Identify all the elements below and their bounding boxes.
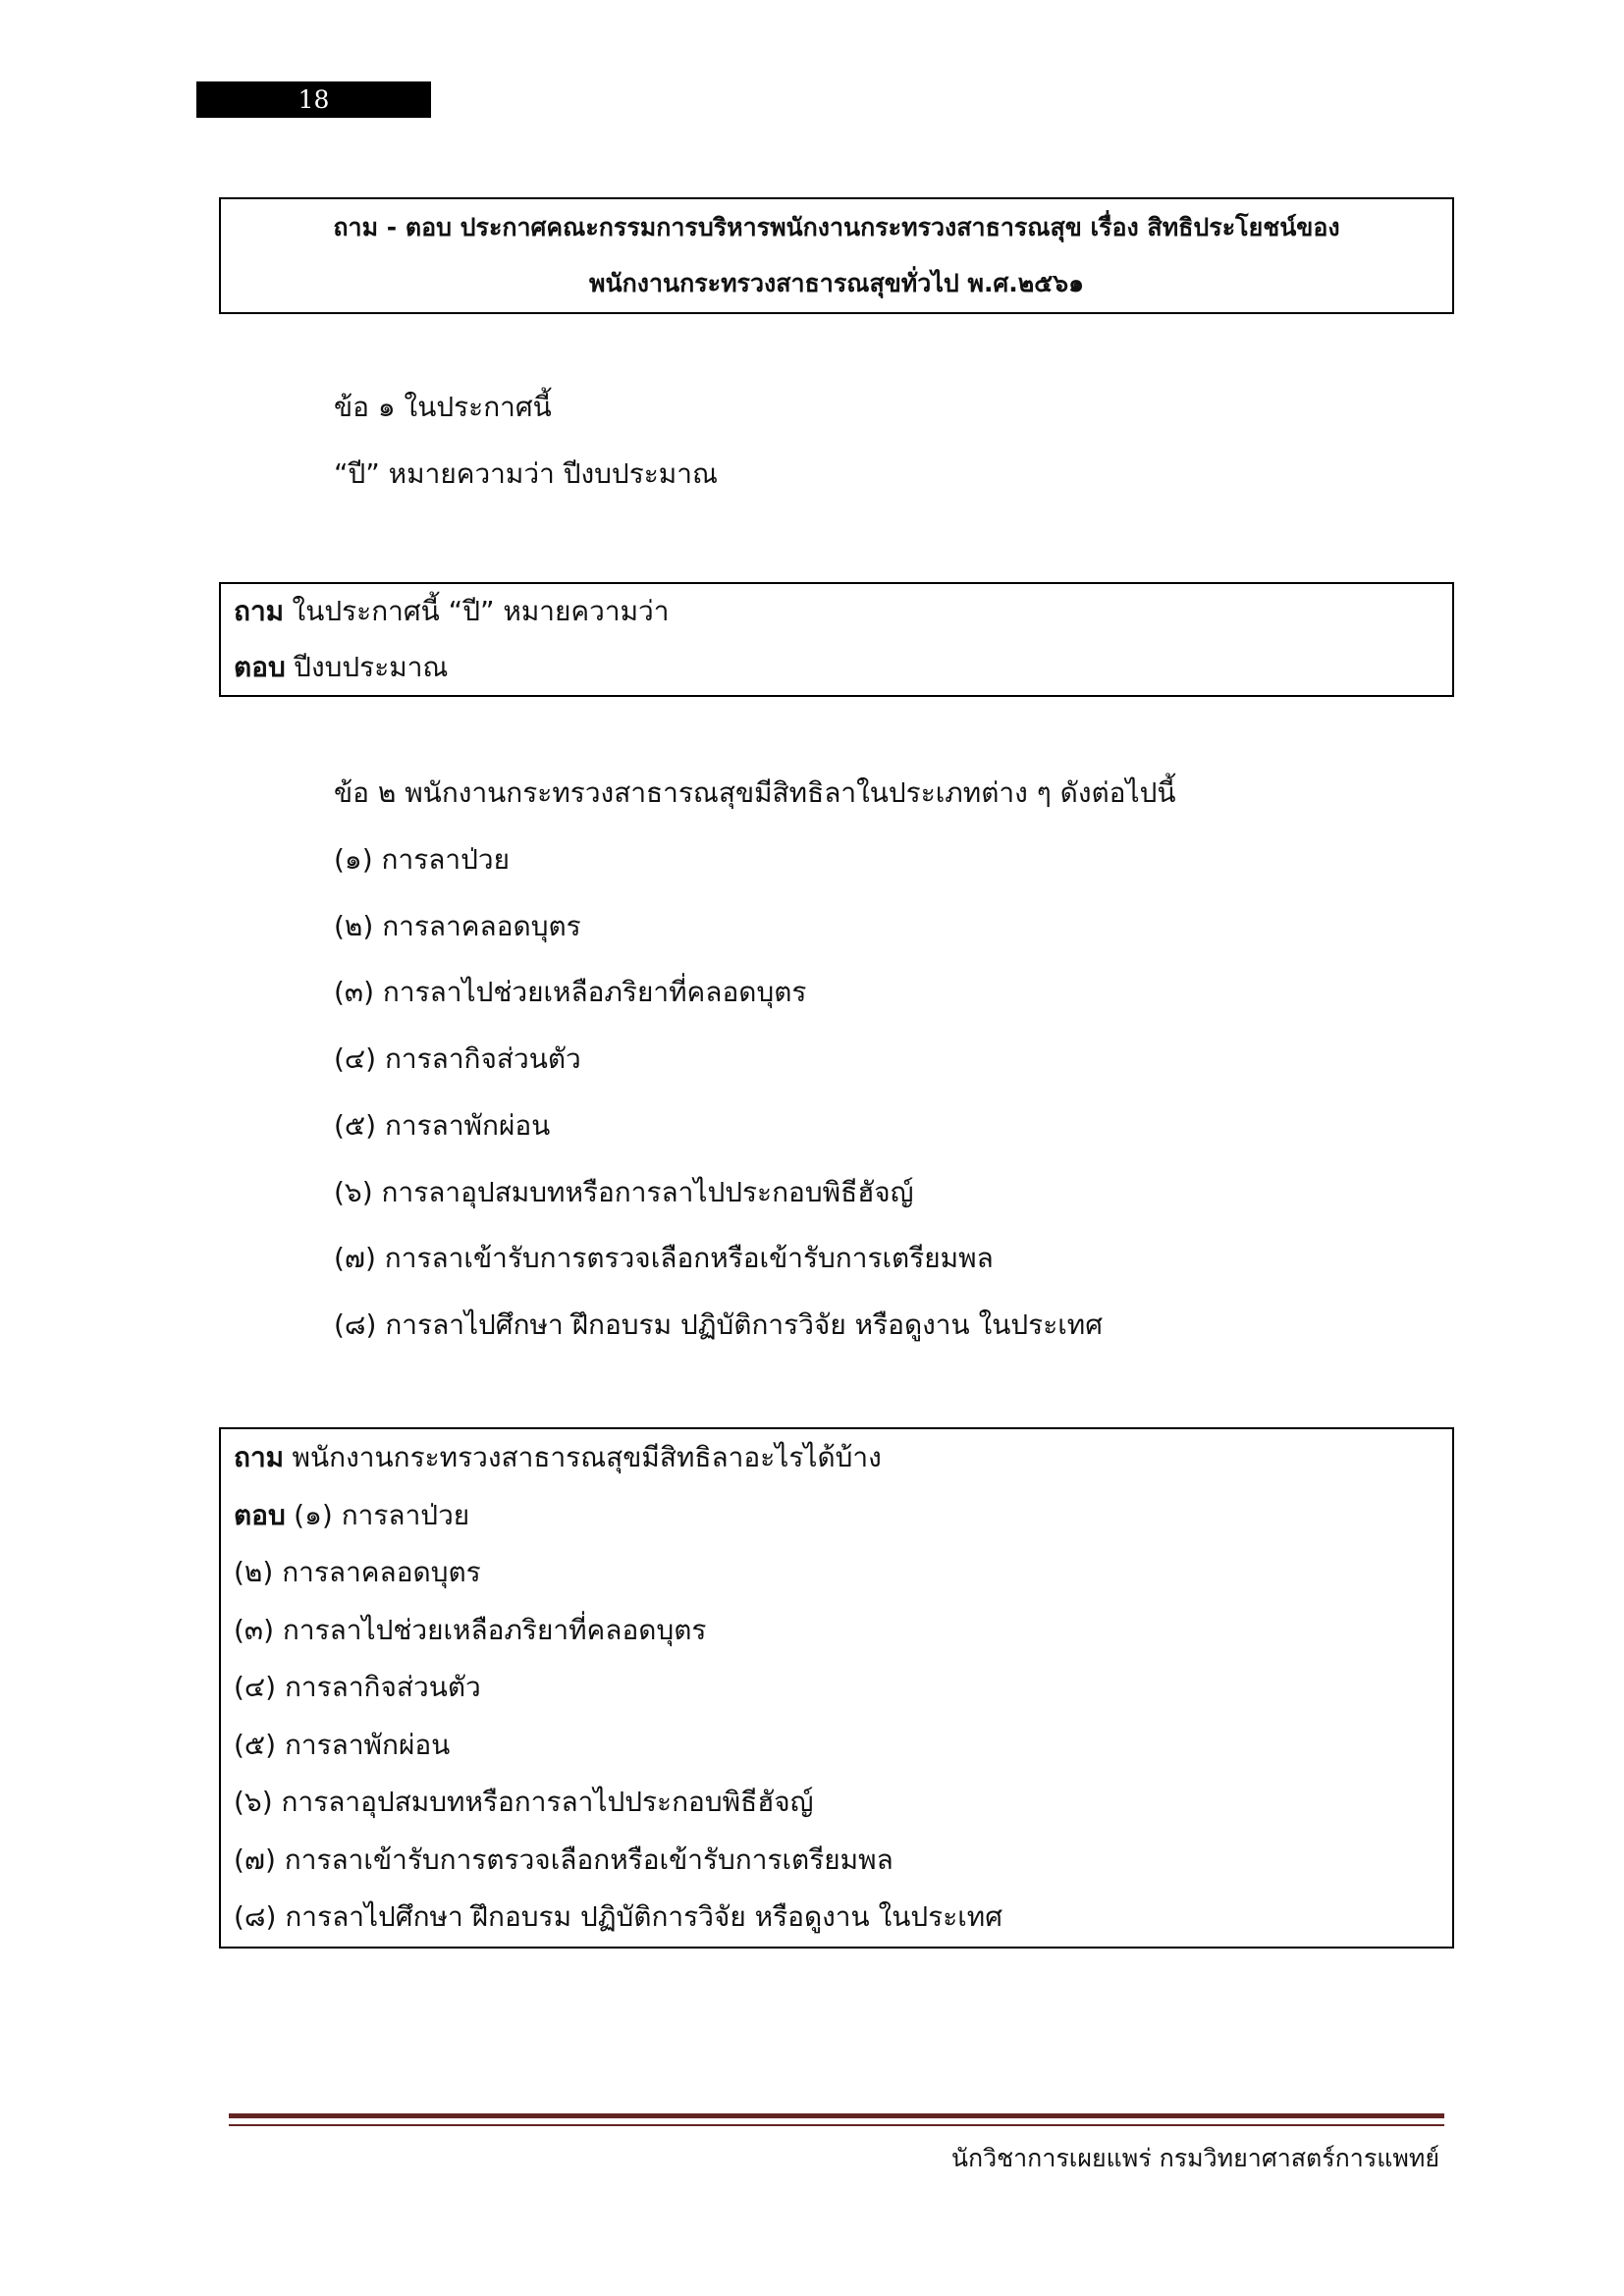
- clause-2: [334, 760, 1176, 1359]
- list-item: (๘) การลาไปศึกษา ฝึกอบรม ปฏิบัติการวิจัย หรือดูงาน ในประเทศ: [334, 1308, 1104, 1341]
- clause-heading: ข้อ ๒ พนักงานกระทรวงสาธารณสุขมีสิทธิลาในประเภทต่าง ๆ ดังต่อไปนี้: [334, 776, 1176, 809]
- answer-item: (๖) การลาอุปสมบทหรือการลาไปประกอบพิธีฮัจญ์: [234, 1786, 814, 1818]
- qa-box-2: [219, 1427, 1454, 1949]
- answer-label: ตอบ: [234, 1498, 286, 1531]
- clause-heading: ข้อ ๑ ในประกาศนี้: [334, 391, 552, 423]
- clause-definition: “ปี” หมายความว่า ปีงบประมาณ: [334, 457, 718, 490]
- question-label: ถาม: [234, 595, 285, 627]
- title-line: พนักงานกระทรวงสาธารณสุขทั่วไป พ.ศ.๒๕๖๑: [589, 269, 1084, 297]
- question-text: ในประกาศนี้ “ปี” หมายความว่า: [292, 595, 670, 627]
- question-label: ถาม: [234, 1441, 285, 1473]
- qa-box-1: [219, 582, 1454, 697]
- footer-text: นักวิชาการเผยแพร่ กรมวิทยาศาสตร์การแพทย์: [950, 2144, 1439, 2172]
- answer-item: (๗) การลาเข้ารับการตรวจเลือกหรือเข้ารับการเตรียมพล: [234, 1842, 893, 1876]
- title-box: [219, 197, 1454, 314]
- question-line: [234, 1429, 1439, 1487]
- answer-item: (๔) การลากิจส่วนตัว: [234, 1671, 481, 1703]
- clause-1: [334, 374, 718, 507]
- answer-label: ตอบ: [234, 650, 286, 683]
- answer-line: [234, 640, 1439, 696]
- page-number: 18: [196, 81, 431, 118]
- question-text: พนักงานกระทรวงสาธารณสุขมีสิทธิลาอะไรได้บ้าง: [292, 1441, 882, 1473]
- answer-item: (๑) การลาป่วย: [294, 1498, 470, 1531]
- answer-text: ปีงบประมาณ: [294, 650, 449, 683]
- footer-rule-thin: [229, 2124, 1444, 2126]
- title-line: ถาม - ตอบ ประกาศคณะกรรมการบริหารพนักงานกระทรวงสาธารณสุข เรื่อง สิทธิประโยชน์ของ: [333, 213, 1340, 241]
- answer-item: (๘) การลาไปศึกษา ฝึกอบรม ปฏิบัติการวิจัย หรือดูงาน ในประเทศ: [234, 1900, 1003, 1933]
- answer-line: [234, 1487, 1439, 1545]
- answer-item: (๒) การลาคลอดบุตร: [234, 1556, 481, 1588]
- list-item: (๑) การลาป่วย: [334, 842, 511, 876]
- list-item: (๗) การลาเข้ารับการตรวจเลือกหรือเข้ารับการเตรียมพล: [334, 1242, 994, 1275]
- list-item: (๖) การลาอุปสมบทหรือการลาไปประกอบพิธีฮัจญ์: [334, 1175, 914, 1208]
- list-item: (๒) การลาคลอดบุตร: [334, 909, 581, 942]
- list-item: (๓) การลาไปช่วยเหลือภริยาที่คลอดบุตร: [334, 976, 807, 1009]
- list-item: (๔) การลากิจส่วนตัว: [334, 1042, 581, 1075]
- list-item: (๕) การลาพักผ่อน: [334, 1108, 551, 1142]
- answer-item: (๓) การลาไปช่วยเหลือภริยาที่คลอดบุตร: [234, 1613, 707, 1646]
- question-line: [234, 584, 1439, 640]
- answer-item: (๕) การลาพักผ่อน: [234, 1728, 451, 1761]
- footer-rule-thick: [229, 2113, 1444, 2118]
